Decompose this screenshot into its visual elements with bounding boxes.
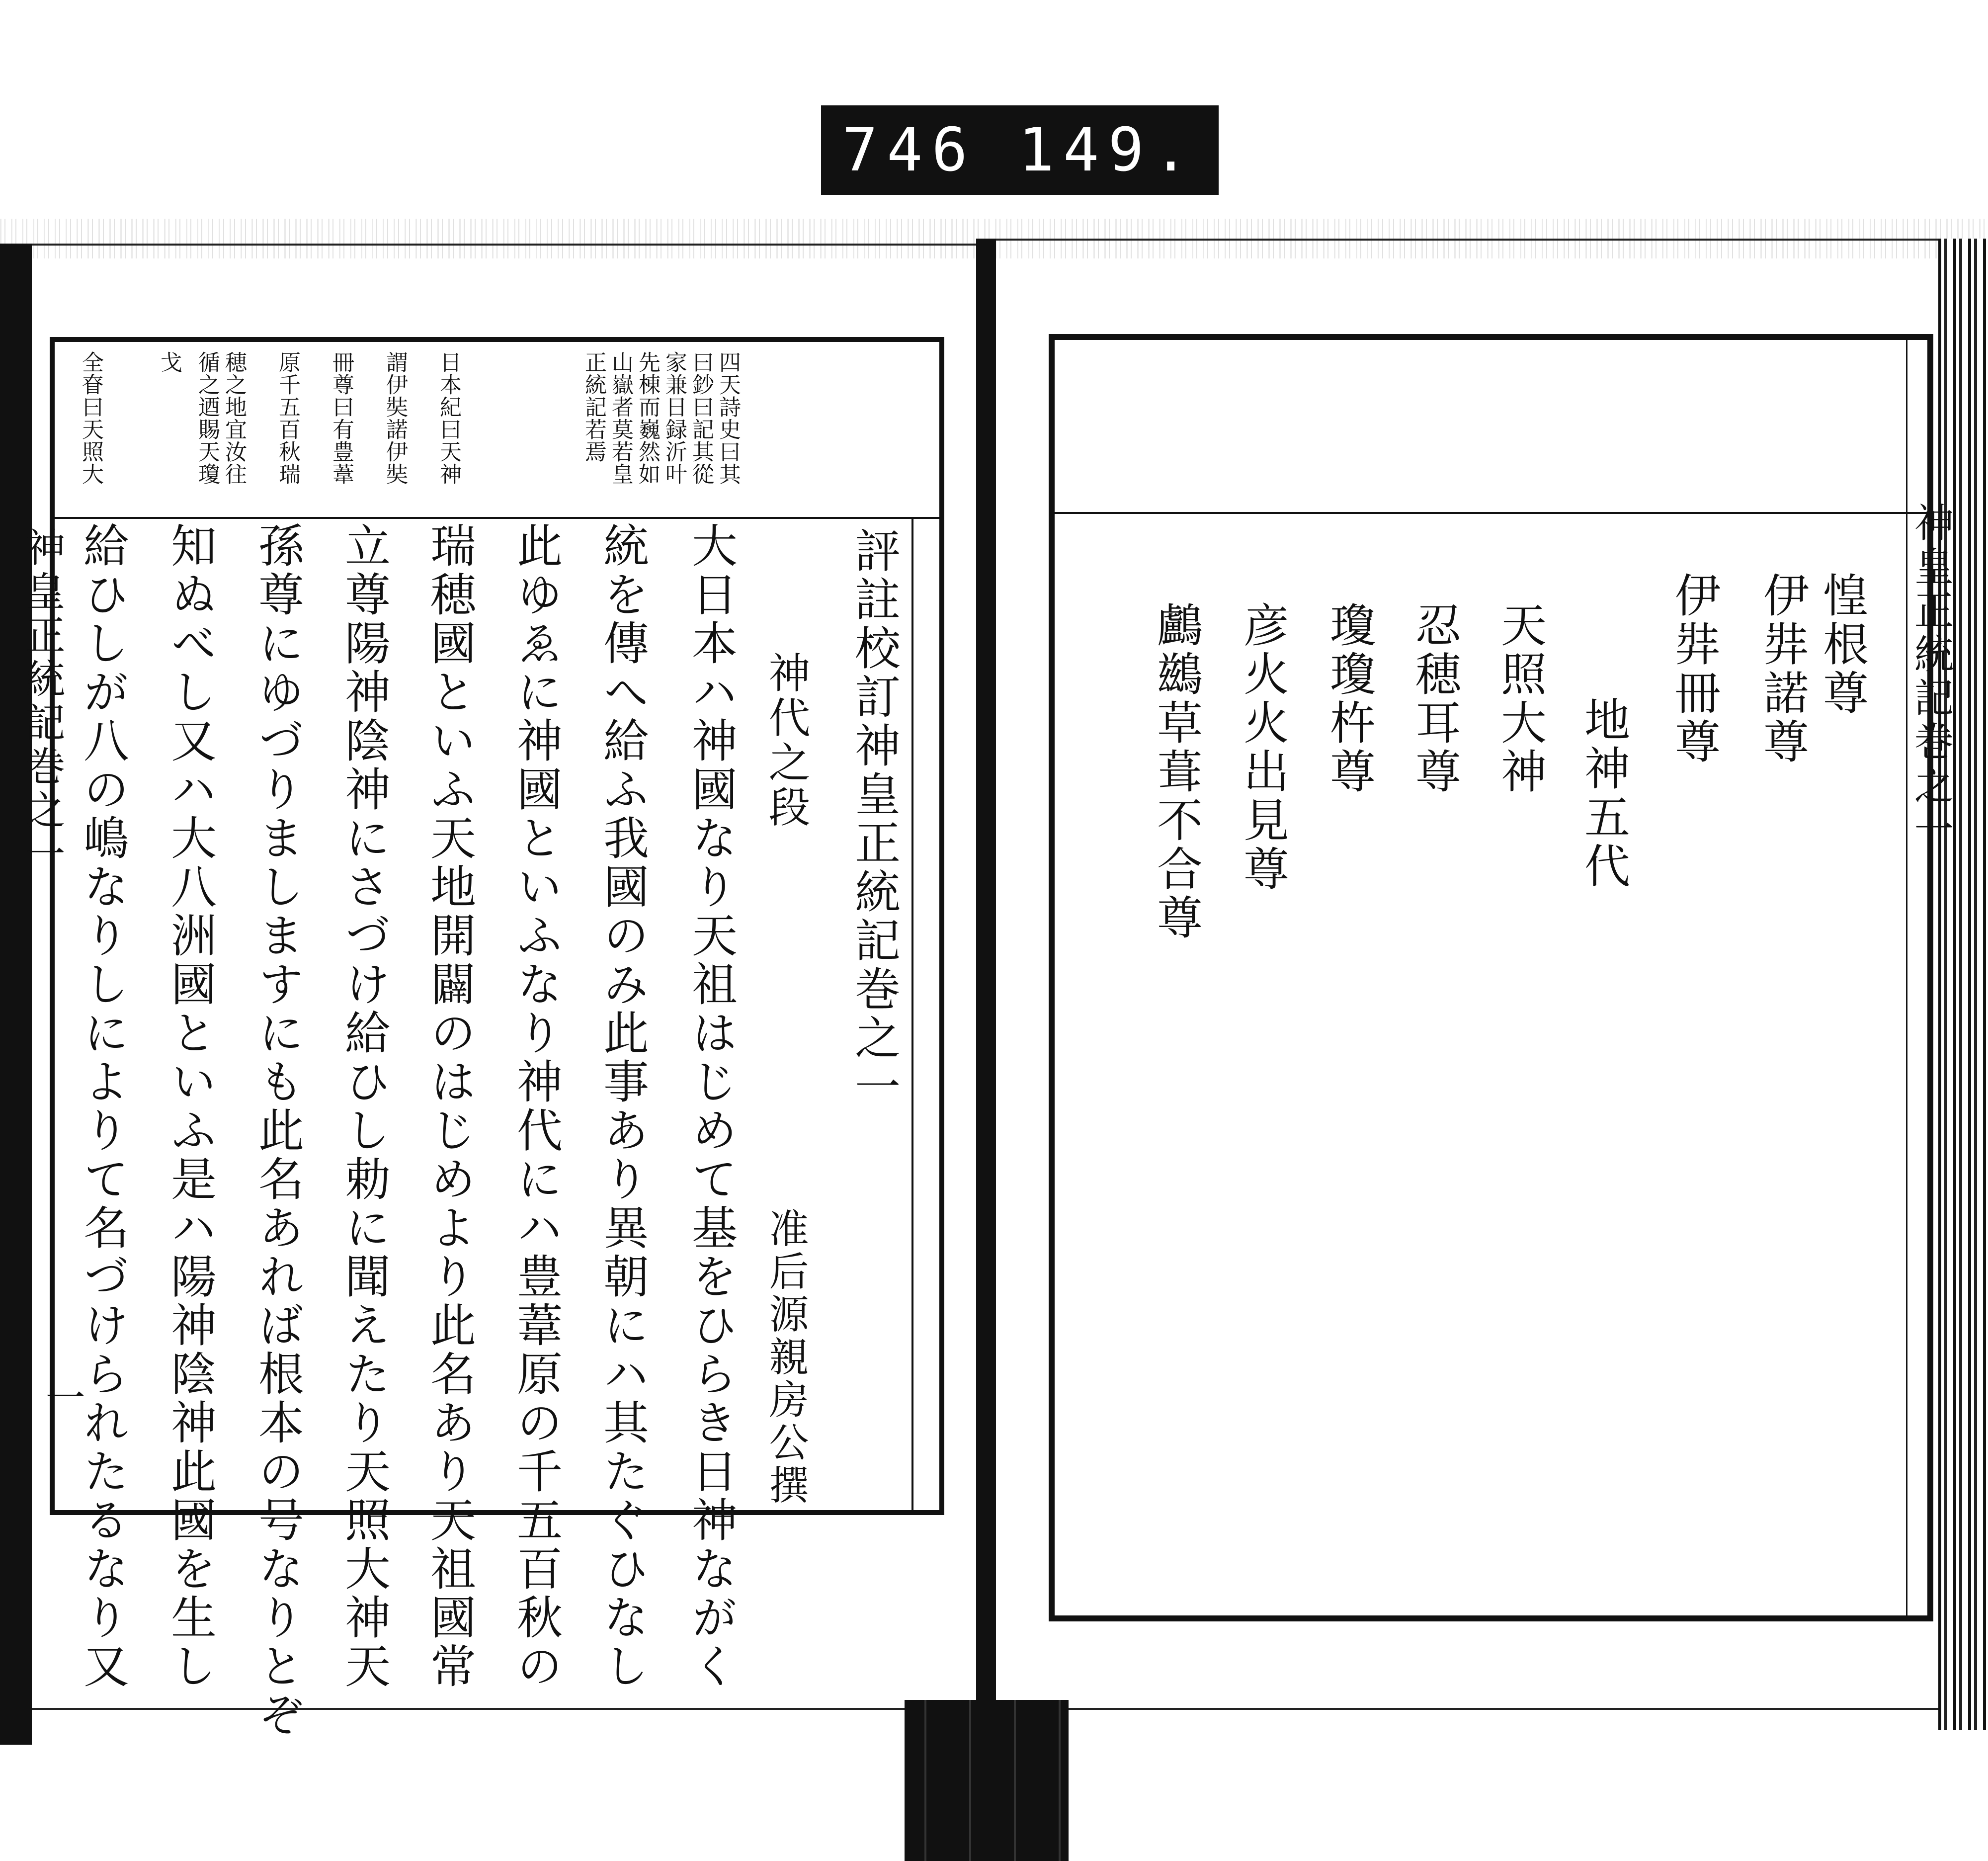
note-line: 曰鈔曰記其從 (688, 351, 714, 485)
book-title: 評註校訂神皇正統記巻之一 (847, 527, 901, 1111)
right-binding-edge (1938, 239, 1988, 1730)
body-line: 瑞穂國といふ天地開闢のはじめより此名あり天祖國常 (423, 522, 476, 1691)
section-heading: 地神五代 (1577, 696, 1630, 891)
note-line: 原千五百秋瑞 (275, 351, 300, 485)
god-name: 彦火火出見尊 (1236, 601, 1289, 894)
note-line: 循之迺賜天瓊 (194, 351, 220, 485)
note-line: 山嶽者莫若皇 (608, 351, 633, 485)
note-line: 日本紀曰天神 (436, 351, 461, 485)
body-line: 立尊陽神陰神にさづけ給ひし勅に聞えたり天照大神天 (337, 522, 391, 1691)
note-line: 冊尊曰有豊葦 (329, 351, 354, 485)
note-line: 先棟而巍然如 (635, 351, 660, 485)
right-page-frame (1049, 334, 1933, 1621)
god-name: 瓊瓊杵尊 (1323, 601, 1376, 796)
note-line: 四天詩史曰其 (715, 351, 741, 485)
god-name: 惶根尊 (1816, 572, 1869, 718)
note-line: 全眘曰天照大 (78, 351, 103, 485)
catalog-label (821, 105, 1219, 195)
god-name: 鸕鷀草葺不合尊 (1150, 601, 1203, 942)
god-name: 伊弉冊尊 (1667, 572, 1721, 766)
left-page-gutter-rule (911, 517, 913, 1510)
body-line: 給ひしが八の嶋なりしによりて名づけられたるなり又 (76, 522, 129, 1691)
author-line: 准后源親房公撰 (762, 1208, 809, 1507)
body-line: 此ゆゑに神國といふなり神代にハ豊葦原の千五百秋の (509, 522, 563, 1691)
note-line: 家兼日録沂叶 (662, 351, 687, 485)
note-line: 穂之地宜汝往 (221, 351, 247, 485)
body-line: 統を傳へ給ふ我國のみ此事あり異朝にハ其たぐひなし (596, 522, 649, 1691)
note-line: 謂伊奘諾伊奘 (382, 351, 408, 485)
catalog-label-right: 149. (1018, 115, 1198, 185)
section-title: 神代之段 (762, 651, 811, 830)
spine-bottom-tab (905, 1700, 1069, 1861)
body-line: 大日本ハ神國なり天祖はじめて基をひらき日神ながく (684, 522, 738, 1691)
god-name: 天照大神 (1493, 601, 1547, 796)
note-line: 戈 (157, 351, 182, 373)
left-margin-title: 神皇正統記巻之一 (19, 527, 65, 877)
left-binding-edge (0, 244, 32, 1745)
right-margin-title: 神皇正統記巻之一 (1907, 502, 1954, 852)
body-line: 知ぬべし又ハ大八洲國といふ是ハ陽神陰神此國を生し (164, 522, 217, 1691)
right-page-head-rule (1055, 512, 1927, 514)
left-page-head-rule (55, 517, 939, 519)
god-name: 伊弉諾尊 (1756, 572, 1809, 766)
book-spine (976, 239, 996, 1705)
catalog-label-left: 746 (842, 115, 977, 185)
god-name: 忍穂耳尊 (1408, 601, 1461, 796)
body-line: 孫尊にゆづりましますにも此名あれば根本の号なりとぞ (251, 522, 304, 1740)
left-page-number: 一 (39, 1377, 85, 1421)
note-line: 正統記若焉 (581, 351, 606, 463)
